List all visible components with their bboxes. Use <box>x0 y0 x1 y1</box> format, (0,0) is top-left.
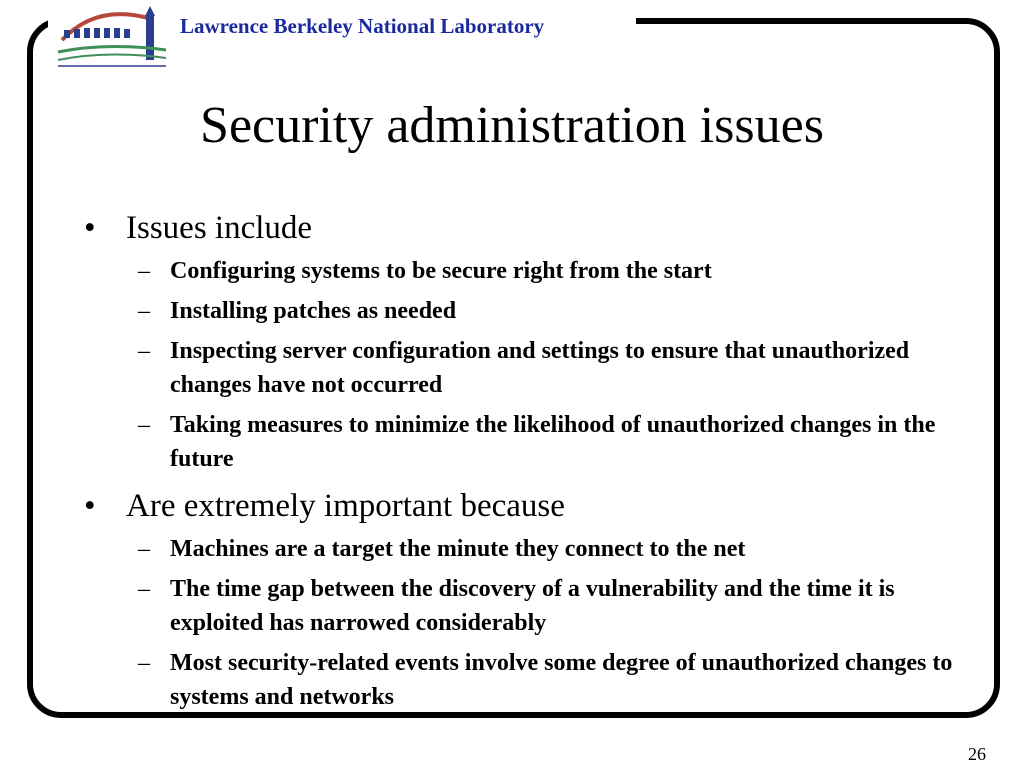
lbnl-logo-icon <box>56 2 168 70</box>
bullet-text: Issues include <box>126 210 313 246</box>
bullet-text: Are extremely important because <box>126 488 565 524</box>
page-number: 26 <box>968 744 986 764</box>
sub-item-text: Configuring systems to be secure right from the start <box>170 258 712 284</box>
sub-item-text: Installing patches as needed <box>170 298 457 324</box>
sub-item-text: Taking measures to minimize the likelihood of unauthorized changes in the future <box>170 412 936 472</box>
dash-symbol: – <box>138 650 150 676</box>
sub-item-text: Most security-related events involve some degree of unauthorized changes to systems and networks <box>170 650 953 710</box>
bullet-item <box>84 208 984 248</box>
sub-item <box>84 532 984 566</box>
slide-content <box>84 208 984 714</box>
dash-symbol: – <box>138 412 150 438</box>
bullet-symbol: • <box>84 488 96 524</box>
slide-title: Security administration issues <box>200 97 824 154</box>
sub-item-text: The time gap between the discovery of a vulnerability and the time it is exploited has narrowed considerably <box>170 576 895 636</box>
bullet-item <box>84 486 984 526</box>
dash-symbol: – <box>138 536 150 562</box>
lab-name: Lawrence Berkeley National Laboratory <box>180 14 545 38</box>
dash-symbol: – <box>138 298 150 324</box>
sub-item <box>84 408 984 476</box>
sub-item <box>84 646 984 714</box>
dash-symbol: – <box>138 258 150 284</box>
sub-item-text: Inspecting server configuration and settings to ensure that unauthorized changes have not occurred <box>170 338 910 398</box>
dash-symbol: – <box>138 338 150 364</box>
sub-list <box>84 532 984 714</box>
sub-item-text: Machines are a target the minute they connect to the net <box>170 536 746 562</box>
sub-item <box>84 572 984 640</box>
dash-symbol: – <box>138 576 150 602</box>
sub-list <box>84 254 984 476</box>
sub-item <box>84 334 984 402</box>
sub-item <box>84 294 984 328</box>
sub-item <box>84 254 984 288</box>
bullet-symbol: • <box>84 210 96 246</box>
